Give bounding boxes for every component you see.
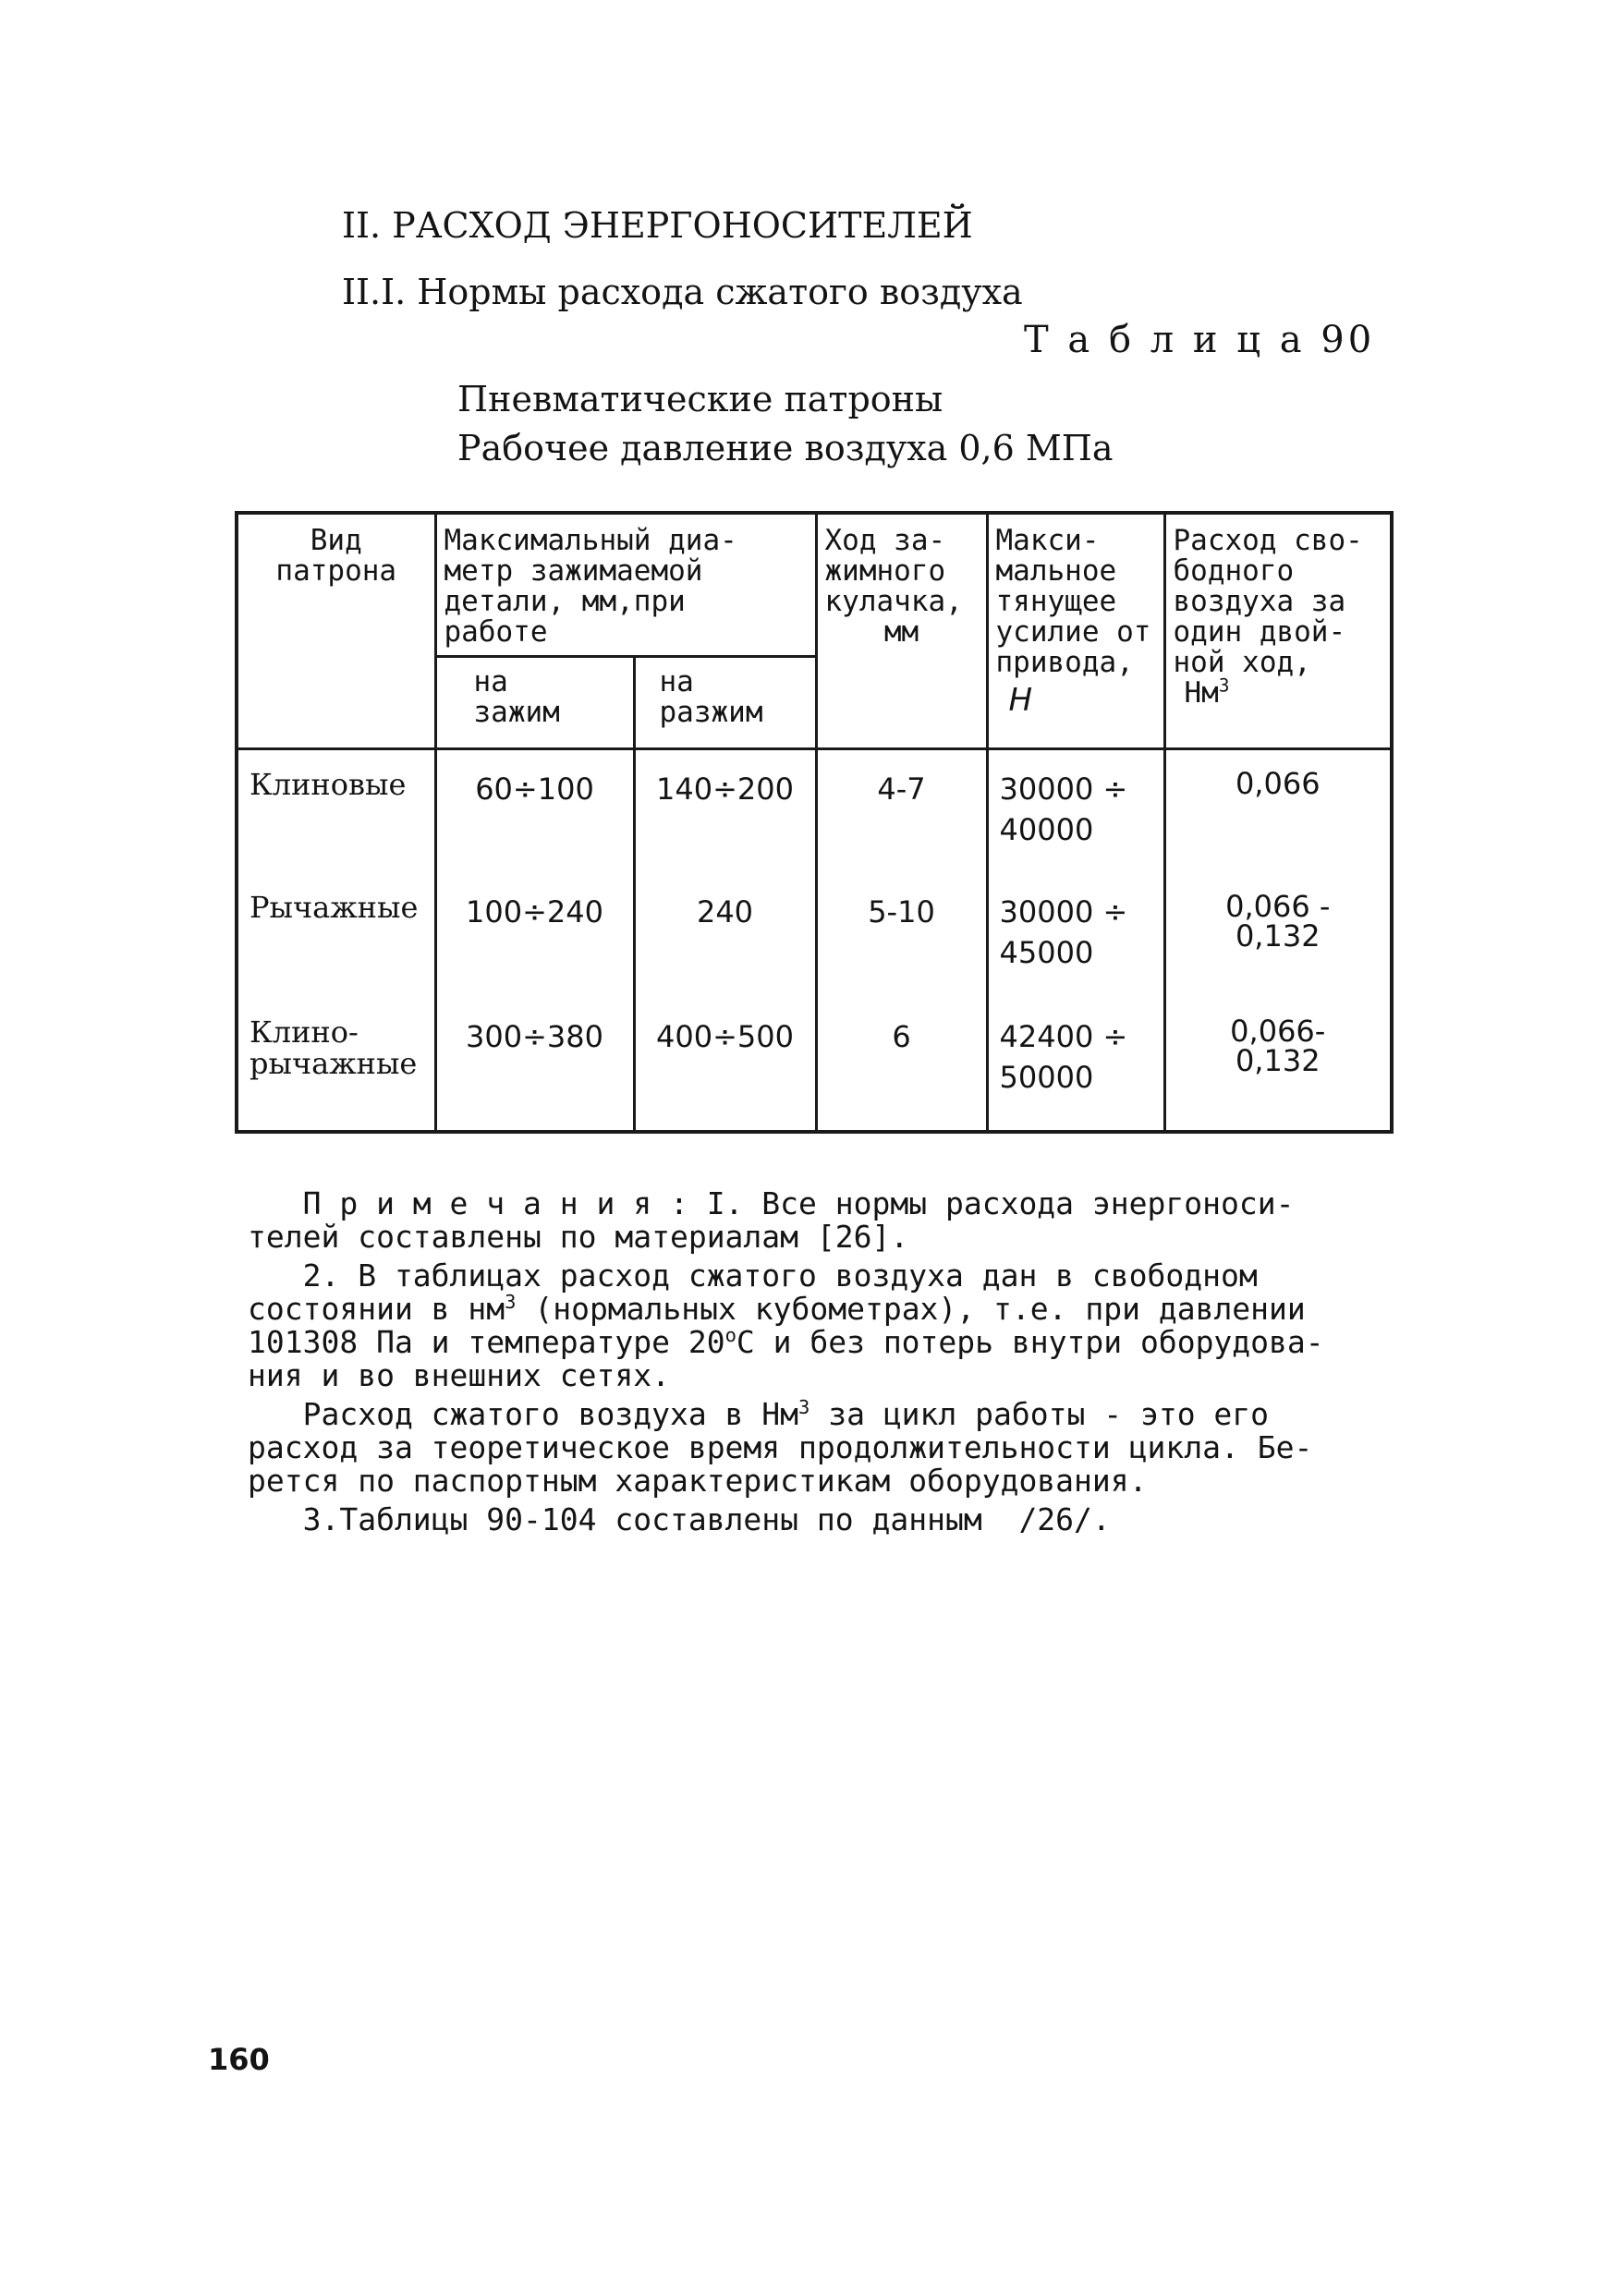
norms-table bbox=[235, 511, 1394, 1134]
cell-air-consumption bbox=[1164, 748, 1392, 873]
notes-block bbox=[248, 1187, 1384, 1537]
cell-air-consumption-line: 0,066- bbox=[1230, 1014, 1326, 1049]
cell-max-force bbox=[987, 748, 1164, 873]
note-text: рется по паспортным характеристикам оборудования. bbox=[248, 1463, 1148, 1499]
header-max-diameter bbox=[435, 513, 816, 656]
table-caption-title: Пневматические патроны bbox=[457, 379, 943, 419]
note-line bbox=[248, 1187, 1384, 1221]
note-line bbox=[248, 1359, 1384, 1392]
header-max-force-line: Макси- bbox=[995, 524, 1100, 557]
note-text: Расход сжатого воздуха в Нм bbox=[248, 1396, 799, 1432]
cell-air-consumption bbox=[1164, 998, 1392, 1132]
cell-unclamp-diameter: 140÷200 bbox=[634, 748, 816, 873]
section-heading: II. РАСХОД ЭНЕРГОНОСИТЕЛЕЙ bbox=[342, 205, 973, 246]
header-clamp-line: на bbox=[473, 664, 508, 699]
cell-air-consumption-line: 0,132 bbox=[1235, 918, 1321, 954]
header-air-consumption-line: Расход сво- bbox=[1173, 524, 1363, 557]
cell-max-force-line: 30000 ÷ bbox=[999, 894, 1128, 929]
cell-jaw-stroke: 6 bbox=[816, 998, 987, 1132]
cell-max-force bbox=[987, 873, 1164, 998]
cell-jaw-stroke: 5-10 bbox=[816, 873, 987, 998]
header-chuck-type-line: Вид bbox=[310, 524, 362, 557]
cell-chuck-type-line: Клино- bbox=[250, 1014, 359, 1050]
note-text: П р и м е ч а н и я : I. Все нормы расхода энергоноси- bbox=[248, 1185, 1295, 1221]
header-max-force bbox=[987, 513, 1164, 748]
header-max-force-unit: Н bbox=[1008, 682, 1033, 719]
note-text: С и без потерь внутри оборудова- bbox=[736, 1324, 1324, 1360]
cell-air-consumption-line: 0,132 bbox=[1235, 1043, 1321, 1078]
cell-air-consumption-line: 0,066 bbox=[1235, 765, 1321, 801]
header-max-diameter-line: метр зажимаемой bbox=[444, 554, 703, 588]
note-superscript: о bbox=[724, 1324, 736, 1346]
header-jaw-stroke-line: Ход за- bbox=[824, 524, 946, 557]
header-chuck-type bbox=[237, 513, 435, 748]
table-row bbox=[237, 748, 1392, 873]
page-number: 160 bbox=[208, 2042, 270, 2077]
header-jaw-stroke-line: жимного bbox=[824, 554, 946, 588]
note-line bbox=[248, 1326, 1384, 1359]
note-text: 3.Таблицы 90-104 составлены по данным /26/. bbox=[248, 1501, 1111, 1537]
table-label: Т а б л и ц а 90 bbox=[1024, 319, 1376, 361]
note-text: за цикл работы - это его bbox=[810, 1396, 1270, 1432]
note-text: 101308 Па и температуре 20 bbox=[248, 1324, 725, 1360]
header-clamp bbox=[435, 656, 634, 748]
header-max-diameter-line: детали, мм,при bbox=[444, 585, 686, 618]
cell-max-force-line: 40000 bbox=[999, 811, 1094, 847]
header-jaw-stroke bbox=[816, 513, 987, 748]
cell-max-force bbox=[987, 998, 1164, 1132]
header-air-consumption bbox=[1164, 513, 1392, 748]
note-text: телей составлены по материалам [26]. bbox=[248, 1219, 909, 1255]
note-text: (нормальных кубометрах), т.е. при давлении bbox=[516, 1291, 1306, 1327]
note-line bbox=[248, 1398, 1384, 1431]
note-line bbox=[248, 1431, 1384, 1464]
header-air-consumption-line: один двой- bbox=[1173, 615, 1346, 649]
cell-clamp-diameter: 300÷380 bbox=[435, 998, 634, 1132]
header-max-force-line: мальное bbox=[995, 554, 1117, 588]
table-body bbox=[237, 748, 1392, 1132]
header-max-force-line: тянущее bbox=[995, 585, 1117, 618]
cell-chuck-type bbox=[237, 998, 435, 1132]
note-line bbox=[248, 1259, 1384, 1293]
cell-chuck-type-line: рычажные bbox=[250, 1046, 418, 1081]
cell-unclamp-diameter: 240 bbox=[634, 873, 816, 998]
header-unclamp-line: на bbox=[659, 664, 694, 699]
header-chuck-type-line: патрона bbox=[275, 554, 397, 588]
note-text: ния и во внешних сетях. bbox=[248, 1357, 670, 1393]
header-max-force-line: усилие от bbox=[995, 615, 1151, 649]
note-text: расход за теоретическое время продолжительности цикла. Бе- bbox=[248, 1429, 1313, 1465]
header-max-diameter-line: Максимальный диа- bbox=[444, 524, 737, 557]
note-text: 2. В таблицах расход сжатого воздуха дан в свободном bbox=[248, 1257, 1258, 1294]
note-superscript: 3 bbox=[505, 1291, 517, 1313]
cell-max-force-line: 30000 ÷ bbox=[999, 771, 1128, 807]
header-unclamp-line: разжим bbox=[659, 695, 763, 729]
header-air-consumption-line: ной ход, bbox=[1173, 646, 1311, 679]
note-line bbox=[248, 1221, 1384, 1254]
header-max-force-line: привода, bbox=[995, 646, 1134, 679]
header-air-consumption-unit-exponent: 3 bbox=[1218, 674, 1230, 697]
subsection-heading: II.I. Нормы расхода сжатого воздуха bbox=[342, 272, 1023, 312]
note-line bbox=[248, 1464, 1384, 1498]
cell-unclamp-diameter: 400÷500 bbox=[634, 998, 816, 1132]
cell-max-force-line: 50000 bbox=[999, 1060, 1094, 1095]
cell-max-force-line: 45000 bbox=[999, 935, 1094, 970]
header-air-consumption-line: воздуха за bbox=[1173, 585, 1346, 618]
cell-jaw-stroke: 4-7 bbox=[816, 748, 987, 873]
note-line bbox=[248, 1293, 1384, 1326]
norms-table-container bbox=[235, 511, 1390, 1130]
cell-clamp-diameter: 60÷100 bbox=[435, 748, 634, 873]
note-text: состоянии в нм bbox=[248, 1291, 505, 1327]
header-clamp-line: зажим bbox=[473, 695, 560, 729]
note-line bbox=[248, 1503, 1384, 1537]
note-superscript: 3 bbox=[798, 1396, 810, 1418]
header-jaw-stroke-line: кулачка, bbox=[824, 585, 963, 618]
header-air-consumption-unit: Нм bbox=[1184, 676, 1219, 710]
cell-chuck-type bbox=[237, 873, 435, 998]
cell-max-force-line: 42400 ÷ bbox=[999, 1019, 1128, 1054]
header-air-consumption-line: бодного bbox=[1173, 554, 1295, 588]
cell-chuck-type bbox=[237, 748, 435, 873]
table-row bbox=[237, 998, 1392, 1132]
cell-chuck-type-line: Рычажные bbox=[250, 890, 419, 925]
cell-air-consumption bbox=[1164, 873, 1392, 998]
table-caption-pressure: Рабочее давление воздуха 0,6 МПа bbox=[457, 428, 1114, 468]
cell-chuck-type-line: Клиновые bbox=[250, 766, 407, 802]
cell-air-consumption-line: 0,066 - bbox=[1225, 889, 1331, 924]
header-jaw-stroke-line: мм bbox=[883, 615, 919, 649]
header-max-diameter-line: работе bbox=[444, 615, 548, 649]
cell-clamp-diameter: 100÷240 bbox=[435, 873, 634, 998]
header-unclamp bbox=[634, 656, 816, 748]
table-row bbox=[237, 873, 1392, 998]
